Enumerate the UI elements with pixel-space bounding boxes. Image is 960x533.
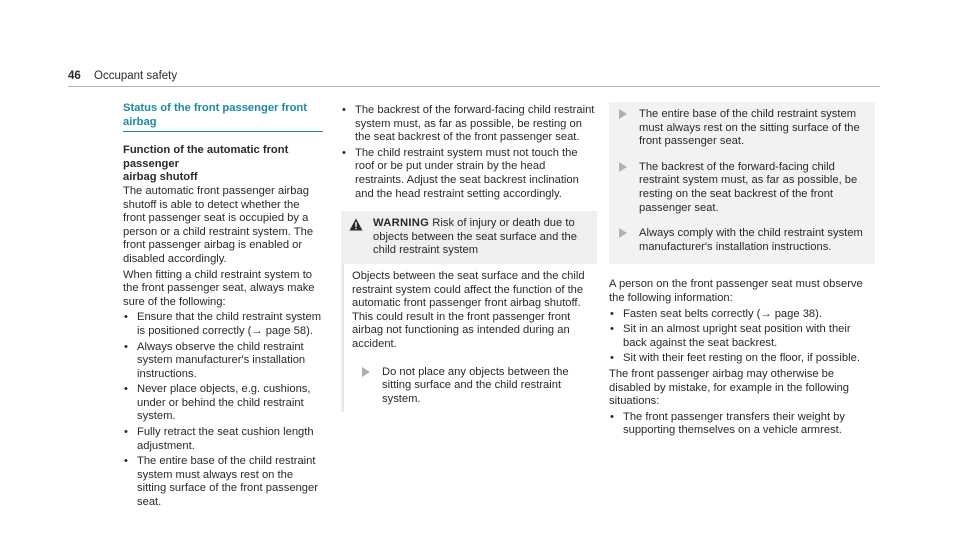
- situation-list: [609, 411, 875, 438]
- list-item: • Always observe the child restraint system manufacturer's installation instructions.: [123, 341, 323, 382]
- list-item: • Fasten seat belts correctly (→ page 38).: [609, 308, 875, 322]
- action-item: [609, 161, 865, 215]
- warning-triangle-icon: [349, 218, 363, 258]
- action-box: [609, 102, 875, 264]
- column-3: [609, 102, 875, 440]
- page-header: [68, 70, 177, 82]
- fitting-list: [123, 311, 323, 509]
- list-item: • The backrest of the forward-facing child restraint system must, as far as possible, be resting on the seat backrest of the front passenger seat.: [341, 104, 597, 145]
- subheading-line-1: Function of the automatic front passenger: [123, 144, 289, 170]
- action-arrow-icon: [619, 162, 627, 172]
- column-2: [341, 102, 597, 412]
- intro-paragraph: The automatic front passenger airbag shutoff is able to detect whether the front passenger seat is occupied by a person or a child restraint system. The front passenger airbag is enabled or disabled accordingly.: [123, 184, 314, 265]
- list-item: • Ensure that the child restraint system is positioned correctly (→ page 58).: [123, 311, 323, 338]
- backrest-list: [341, 104, 597, 201]
- disabled-paragraph: The front passenger airbag may otherwise be disabled by mistake, for example in the following situations:: [609, 367, 850, 408]
- action-item: [609, 227, 865, 254]
- warning-box: [341, 211, 597, 412]
- warning-header: [341, 211, 597, 264]
- action-arrow-icon: [619, 228, 627, 238]
- list-item: • Never place objects, e.g. cushions, under or behind the child restraint system.: [123, 383, 323, 424]
- list-item: • The front passenger transfers their weight by supporting themselves on a vehicle armrest.: [609, 411, 875, 438]
- action-text: Always comply with the child restraint system manufacturer's installation instructions.: [639, 227, 863, 253]
- list-item: • The child restraint system must not touch the roof or be put under strain by the head restraints. Adjust the seat backrest inclination and the head restraint setting accordingly.: [341, 147, 597, 201]
- list-item: • Sit with their feet resting on the floor, if possible.: [609, 352, 875, 366]
- warning-paragraph: This could result in the front passenger front airbag not functioning as intended during an accident.: [352, 310, 571, 350]
- page-number: 46: [68, 70, 81, 82]
- action-text: Do not place any objects between the sitting surface and the child restraint system.: [382, 365, 569, 405]
- action-text: The backrest of the forward-facing child restraint system must, as far as possible, be resting on the seat backrest of the front passenger seat.: [639, 160, 858, 214]
- fitting-paragraph: When fitting a child restraint system to the front passenger seat, always make sure of the following:: [123, 268, 315, 308]
- section-title: Status of the front passenger front airbag: [123, 102, 323, 132]
- action-item: [352, 366, 587, 407]
- header-rule: [68, 86, 880, 87]
- action-text: The entire base of the child restraint system must always rest on the sitting surface of the front passenger seat.: [639, 108, 860, 148]
- action-arrow-icon: [362, 367, 370, 377]
- warning-body: [343, 264, 597, 412]
- warning-summary: Risk of injury or death due to objects between the seat surface and the child restraint system: [373, 217, 577, 257]
- list-item: • Fully retract the seat cushion length adjustment.: [123, 426, 323, 453]
- occupant-paragraph: A person on the front passenger seat must observe the following information:: [609, 278, 863, 304]
- action-arrow-icon: [619, 109, 627, 119]
- column-1: [123, 102, 323, 512]
- action-item: [609, 108, 865, 149]
- warning-heading: [363, 217, 587, 258]
- occupant-list: [609, 308, 875, 366]
- warning-label: WARNING: [373, 217, 430, 230]
- warning-paragraph: Objects between the seat surface and the child restraint system could affect the function of the automatic front passenger front airbag shutoff.: [352, 269, 585, 310]
- subheading-line-2: airbag shutoff: [123, 171, 198, 184]
- section-name: Occupant safety: [94, 70, 178, 82]
- list-item: • The entire base of the child restraint system must always rest on the sitting surface of the front passenger seat.: [123, 455, 323, 509]
- subheading: [123, 144, 323, 185]
- list-item: • Sit in an almost upright seat position with their back against the seat backrest.: [609, 323, 875, 350]
